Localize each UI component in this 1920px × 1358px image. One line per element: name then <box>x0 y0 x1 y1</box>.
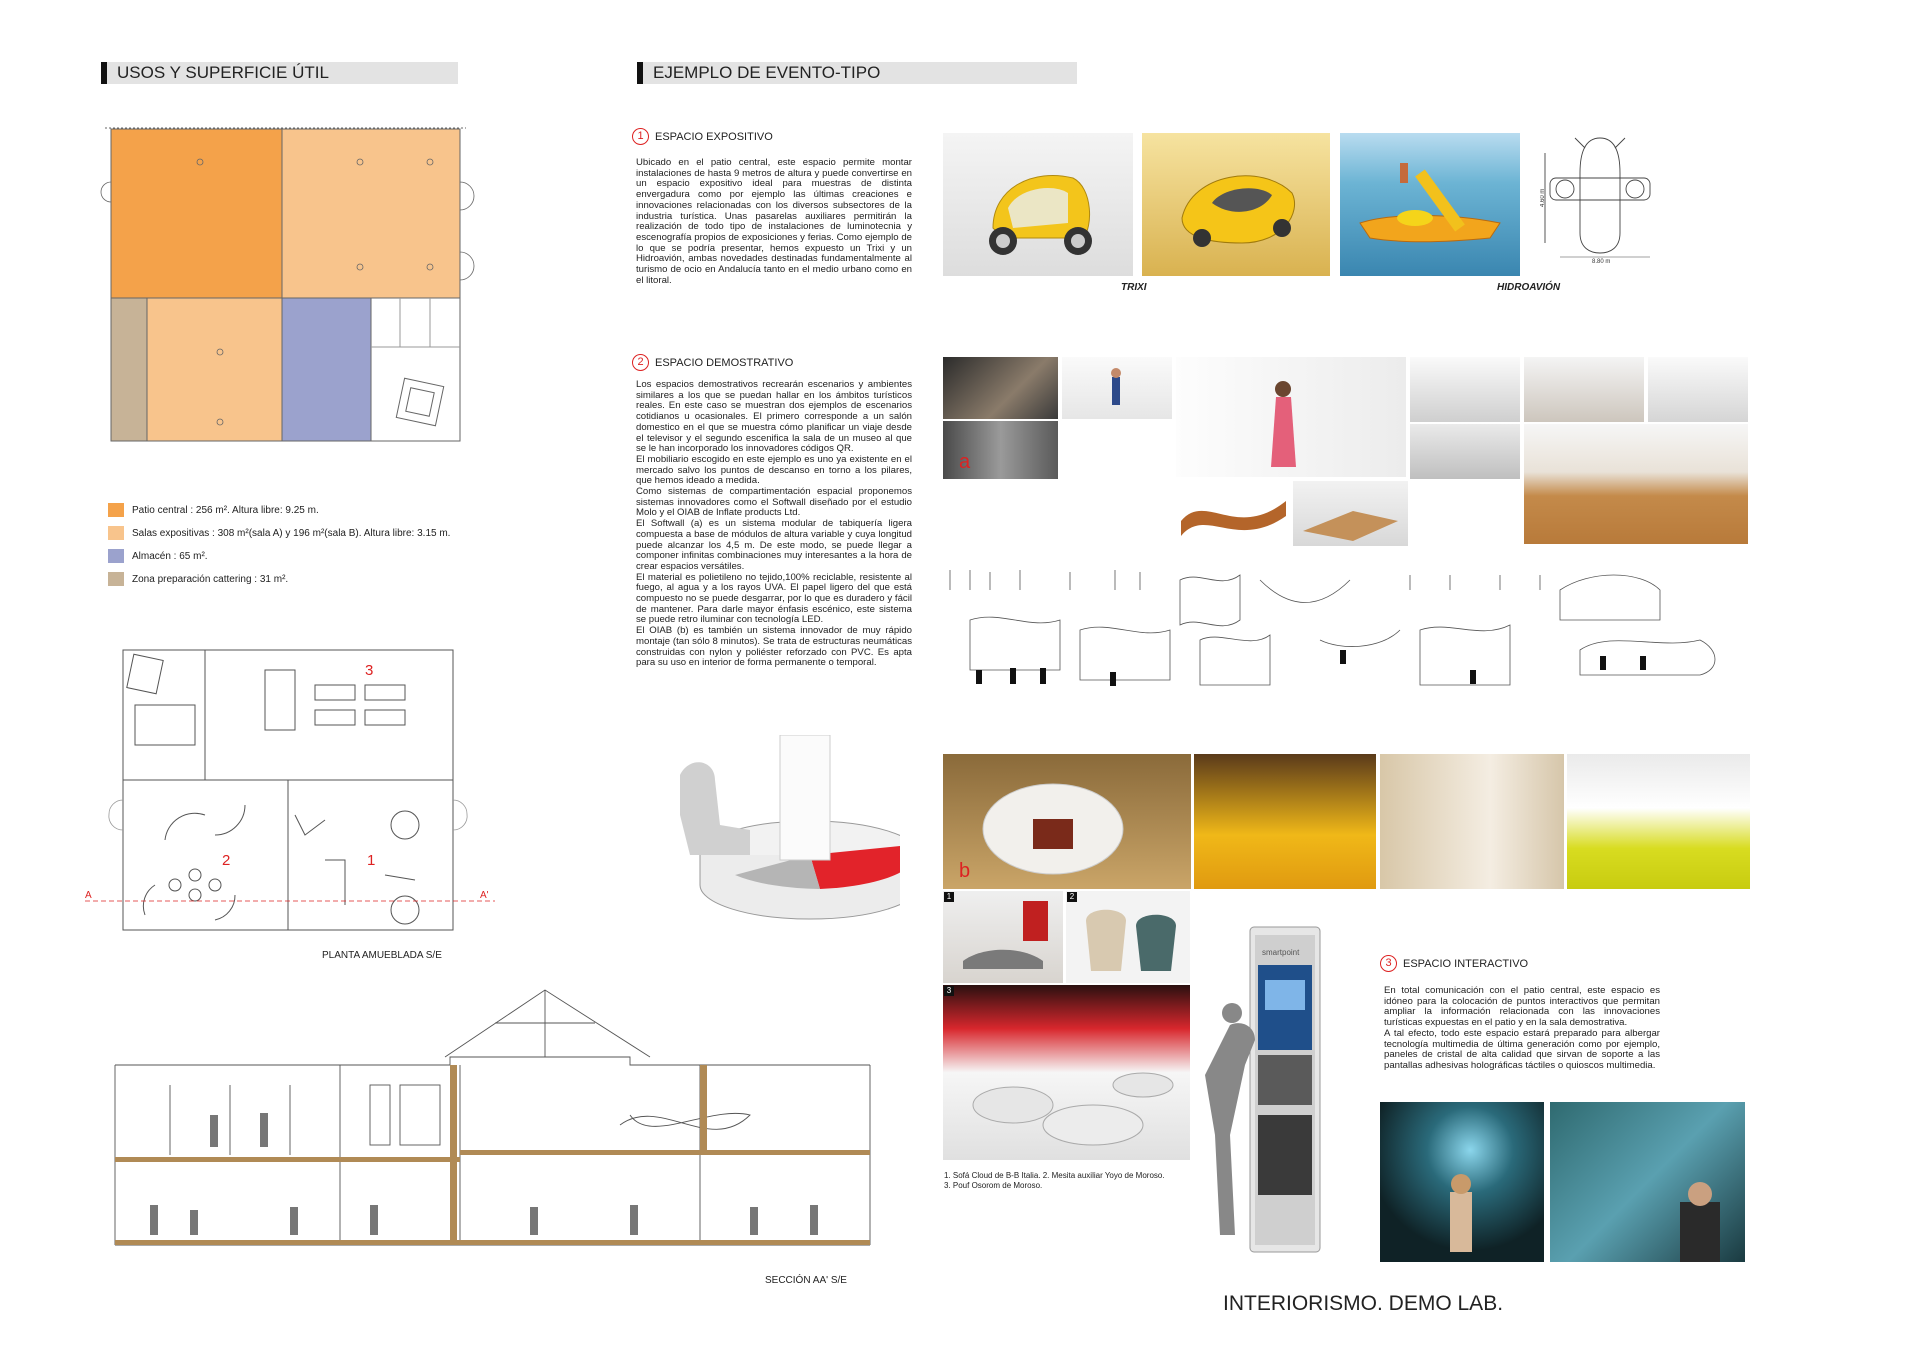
s2-text <box>636 380 912 669</box>
plan-almacen <box>282 298 371 441</box>
photo-softwall-1 <box>943 357 1058 419</box>
plan-num-3: 3 <box>365 662 374 679</box>
photo-softwall-3 <box>1410 357 1520 422</box>
s2-title-text: ESPACIO DEMOSTRATIVO <box>655 356 794 369</box>
caption-hidroavion: HIDROAVIÓN <box>1497 282 1561 293</box>
hidroavion-drawing <box>1540 133 1670 263</box>
legend-swatch-salas <box>108 526 124 540</box>
photo-oiab-3 <box>1380 754 1564 889</box>
s1-title-text: ESPACIO EXPOSITIVO <box>655 130 773 143</box>
label-b: b <box>959 860 971 882</box>
photo-softwall-dark <box>1410 424 1520 479</box>
plan-cut-left: A <box>85 890 92 901</box>
legend-swatch-almacen <box>108 549 124 563</box>
photo-softwall-brown-1 <box>1176 481 1291 546</box>
s2-paragraph-3: Como sistemas de compartimentación espacial proponemos sistemas innovadores como el Softwall diseñado por el estudio Molo y el OIAB de Inflate products Ltd. <box>636 486 912 519</box>
hidro-dim-w: 8.80 m <box>1592 259 1611 263</box>
section-header-evento-text: EJEMPLO DE EVENTO-TIPO <box>653 63 881 82</box>
furniture-caption <box>944 1171 1204 1191</box>
photo-oiab-4 <box>1567 754 1750 889</box>
s3-title <box>1380 955 1528 972</box>
kiosk-drawing <box>1200 925 1330 1260</box>
plan-num-2: 2 <box>222 852 231 869</box>
legend-item-patio <box>108 502 488 518</box>
plan-num-1: 1 <box>367 852 376 869</box>
legend-label-patio: Patio central : 256 m². Altura libre: 9.25 m. <box>132 504 319 516</box>
s2-paragraph-2: El mobiliario escogido en este ejemplo es uno ya existente en el mercado salvo los puntos de descanso en torno a los pilares, que hemos ideado a medida. <box>636 453 912 487</box>
photo-softwall-5 <box>1648 357 1748 422</box>
s2-paragraph-5: El material es polietileno no tejido,100% reciclable, resistente al fuego, al agua y a los rayos UVA. El papel ligero del que está compuesto no se puede desgarrar, por lo que es duradero y fácil de mantener. Para darle mayor énfasis escénico, este sistema se puede retro iluminar con tecnología LED. <box>636 571 912 626</box>
footer-title: INTERIORISMO. DEMO LAB. <box>1223 1292 1504 1315</box>
legend-item-cattering <box>108 571 488 587</box>
s3-text <box>1384 986 1660 1072</box>
plan-core <box>371 298 460 441</box>
section-header-usos <box>101 62 458 84</box>
photo-trixi-render <box>1142 133 1330 276</box>
furniture-num-2: 2 <box>1067 892 1077 902</box>
photo-furniture-2 <box>1066 891 1190 983</box>
section-header-usos-text: USOS Y SUPERFICIE ÚTIL <box>117 63 329 82</box>
photo-trixi-yellow <box>943 133 1133 276</box>
legend-swatch-cattering <box>108 572 124 586</box>
photo-interactive-2 <box>1550 1102 1745 1262</box>
plan-cattering <box>111 298 147 441</box>
plan-sala-a <box>282 129 460 298</box>
kiosk-brand: smartpoint <box>1262 948 1300 957</box>
plan-caption: PLANTA AMUEBLADA S/E <box>322 950 442 961</box>
photo-oiab-b <box>943 754 1191 889</box>
photo-softwall-a <box>943 421 1058 479</box>
legend-label-salas: Salas expositivas : 308 m²(sala A) y 196 m²(sala B). Altura libre: 3.15 m. <box>132 527 451 539</box>
section-header-evento <box>637 62 1077 84</box>
s2-paragraph-6: El OIAB (b) es también un sistema innovador de muy rápido montaje (tan sólo 8 minutos). Se trata de estructuras neumáticas construidas con nylon y poliéster reforzado con PVC. Es apta para su uso en interior de forma permanente o temporal. <box>636 625 912 669</box>
furniture-num-3: 3 <box>944 986 954 996</box>
s2-title <box>632 354 793 371</box>
s2-paragraph-1: Los espacios demostrativos recrearán escenarios y ambientes similares a los que se puedan hallar en los ámbitos turísticos reales. En este caso se muestran dos ejemplos de escenarios cotidianos u ocasionales. El primero corresponde a un salón domestico en el que se muestra cómo planificar un viaje desde el televisor y el segundo escenifica la sala de un museo al que se le han incorporado los innovadores códigos QR. <box>636 379 912 455</box>
photo-softwall-brown-2 <box>1293 481 1408 546</box>
photo-softwall-2 <box>1062 357 1172 419</box>
plan-sala-b <box>147 298 282 441</box>
softwall-diagrams <box>940 560 1750 690</box>
pillar-seat-drawing <box>640 735 900 935</box>
plan-patio-central <box>111 129 282 298</box>
section-caption: SECCIÓN AA' S/E <box>765 1275 847 1286</box>
legend-item-salas <box>108 525 488 541</box>
s3-title-text: ESPACIO INTERACTIVO <box>1403 957 1529 970</box>
s1-number: 1 <box>632 128 649 145</box>
legend-label-almacen: Almacén : 65 m². <box>132 550 208 562</box>
photo-softwall-4 <box>1524 357 1644 422</box>
photo-softwall-woman <box>1176 357 1406 477</box>
legend <box>108 502 488 587</box>
legend-label-cattering: Zona preparación cattering : 31 m². <box>132 573 289 585</box>
s3-number: 3 <box>1380 955 1397 972</box>
colored-floor-plan <box>100 122 480 452</box>
section-drawing <box>110 985 880 1270</box>
s1-text: Ubicado en el patio central, este espacio permite montar instalaciones de hasta 9 metros de altura y puede convertirse en un espacio expositivo ideal para muestras de distinta envergadura como por ejemplo las últimas creaciones e innovaciones relacionadas con los diversos subsectores de la industria turística. Unas pasarelas auxiliares permitirán la realización de todo tipo de instalaciones de luminotecnia y escenografía propios de exposiciones y ferias. Como ejemplo de lo que se podría presentar, hemos expuesto un Trixi y un Hidroavión, ambas novedades destinadas fundamentalmente al turismo de ocio en Andalucía tanto en el medio urbano como en el litoral. <box>636 157 912 286</box>
furnished-floor-plan <box>85 645 495 945</box>
photo-furniture-3 <box>943 985 1190 1160</box>
s1-title <box>632 128 773 145</box>
photo-softwall-6 <box>1524 424 1748 544</box>
furniture-num-1: 1 <box>944 892 954 902</box>
plan-cut-right: A' <box>480 890 489 901</box>
label-a: a <box>959 451 971 473</box>
s2-number: 2 <box>632 354 649 371</box>
photo-oiab-2 <box>1194 754 1376 889</box>
hidro-dim-h: 4.60 m <box>1540 188 1546 207</box>
caption-trixi: TRIXI <box>1121 282 1147 293</box>
photo-interactive-1 <box>1380 1102 1544 1262</box>
furniture-caption-line-2: 3. Pouf Osorom de Moroso. <box>944 1181 1043 1190</box>
photo-hidroavion-sea <box>1340 133 1520 276</box>
s2-paragraph-4: El Softwall (a) es un sistema modular de tabiquería ligera compuesta a base de módulos de altura variable y cuya longitud puede alcanzar los 4,5 m. De este modo, se puede llegar a componer infinitas combinaciones muy interesantes a la hora de crear espacios versátiles. <box>636 518 912 572</box>
legend-swatch-patio <box>108 503 124 517</box>
s3-paragraph-2: A tal efecto, todo este espacio estará preparado para albergar tecnología multimedia de última generación como por ejemplo, paneles de cristal de alta calidad que sirvan de soporte a las pantallas adhesivas holográficas táctiles o quioscos multimedia. <box>1384 1027 1660 1071</box>
legend-item-almacen <box>108 548 488 564</box>
photo-furniture-1 <box>943 891 1063 983</box>
furniture-caption-line-1: 1. Sofá Cloud de B-B Italia. 2. Mesita auxiliar Yoyo de Moroso. <box>944 1171 1165 1180</box>
s3-paragraph-1: En total comunicación con el patio central, este espacio es idóneo para la colocación de puntos interactivos que permitan ampliar la información relacionada con las innovaciones turísticas expuestas en el patio y en la sala demostrativa. <box>1384 985 1660 1029</box>
